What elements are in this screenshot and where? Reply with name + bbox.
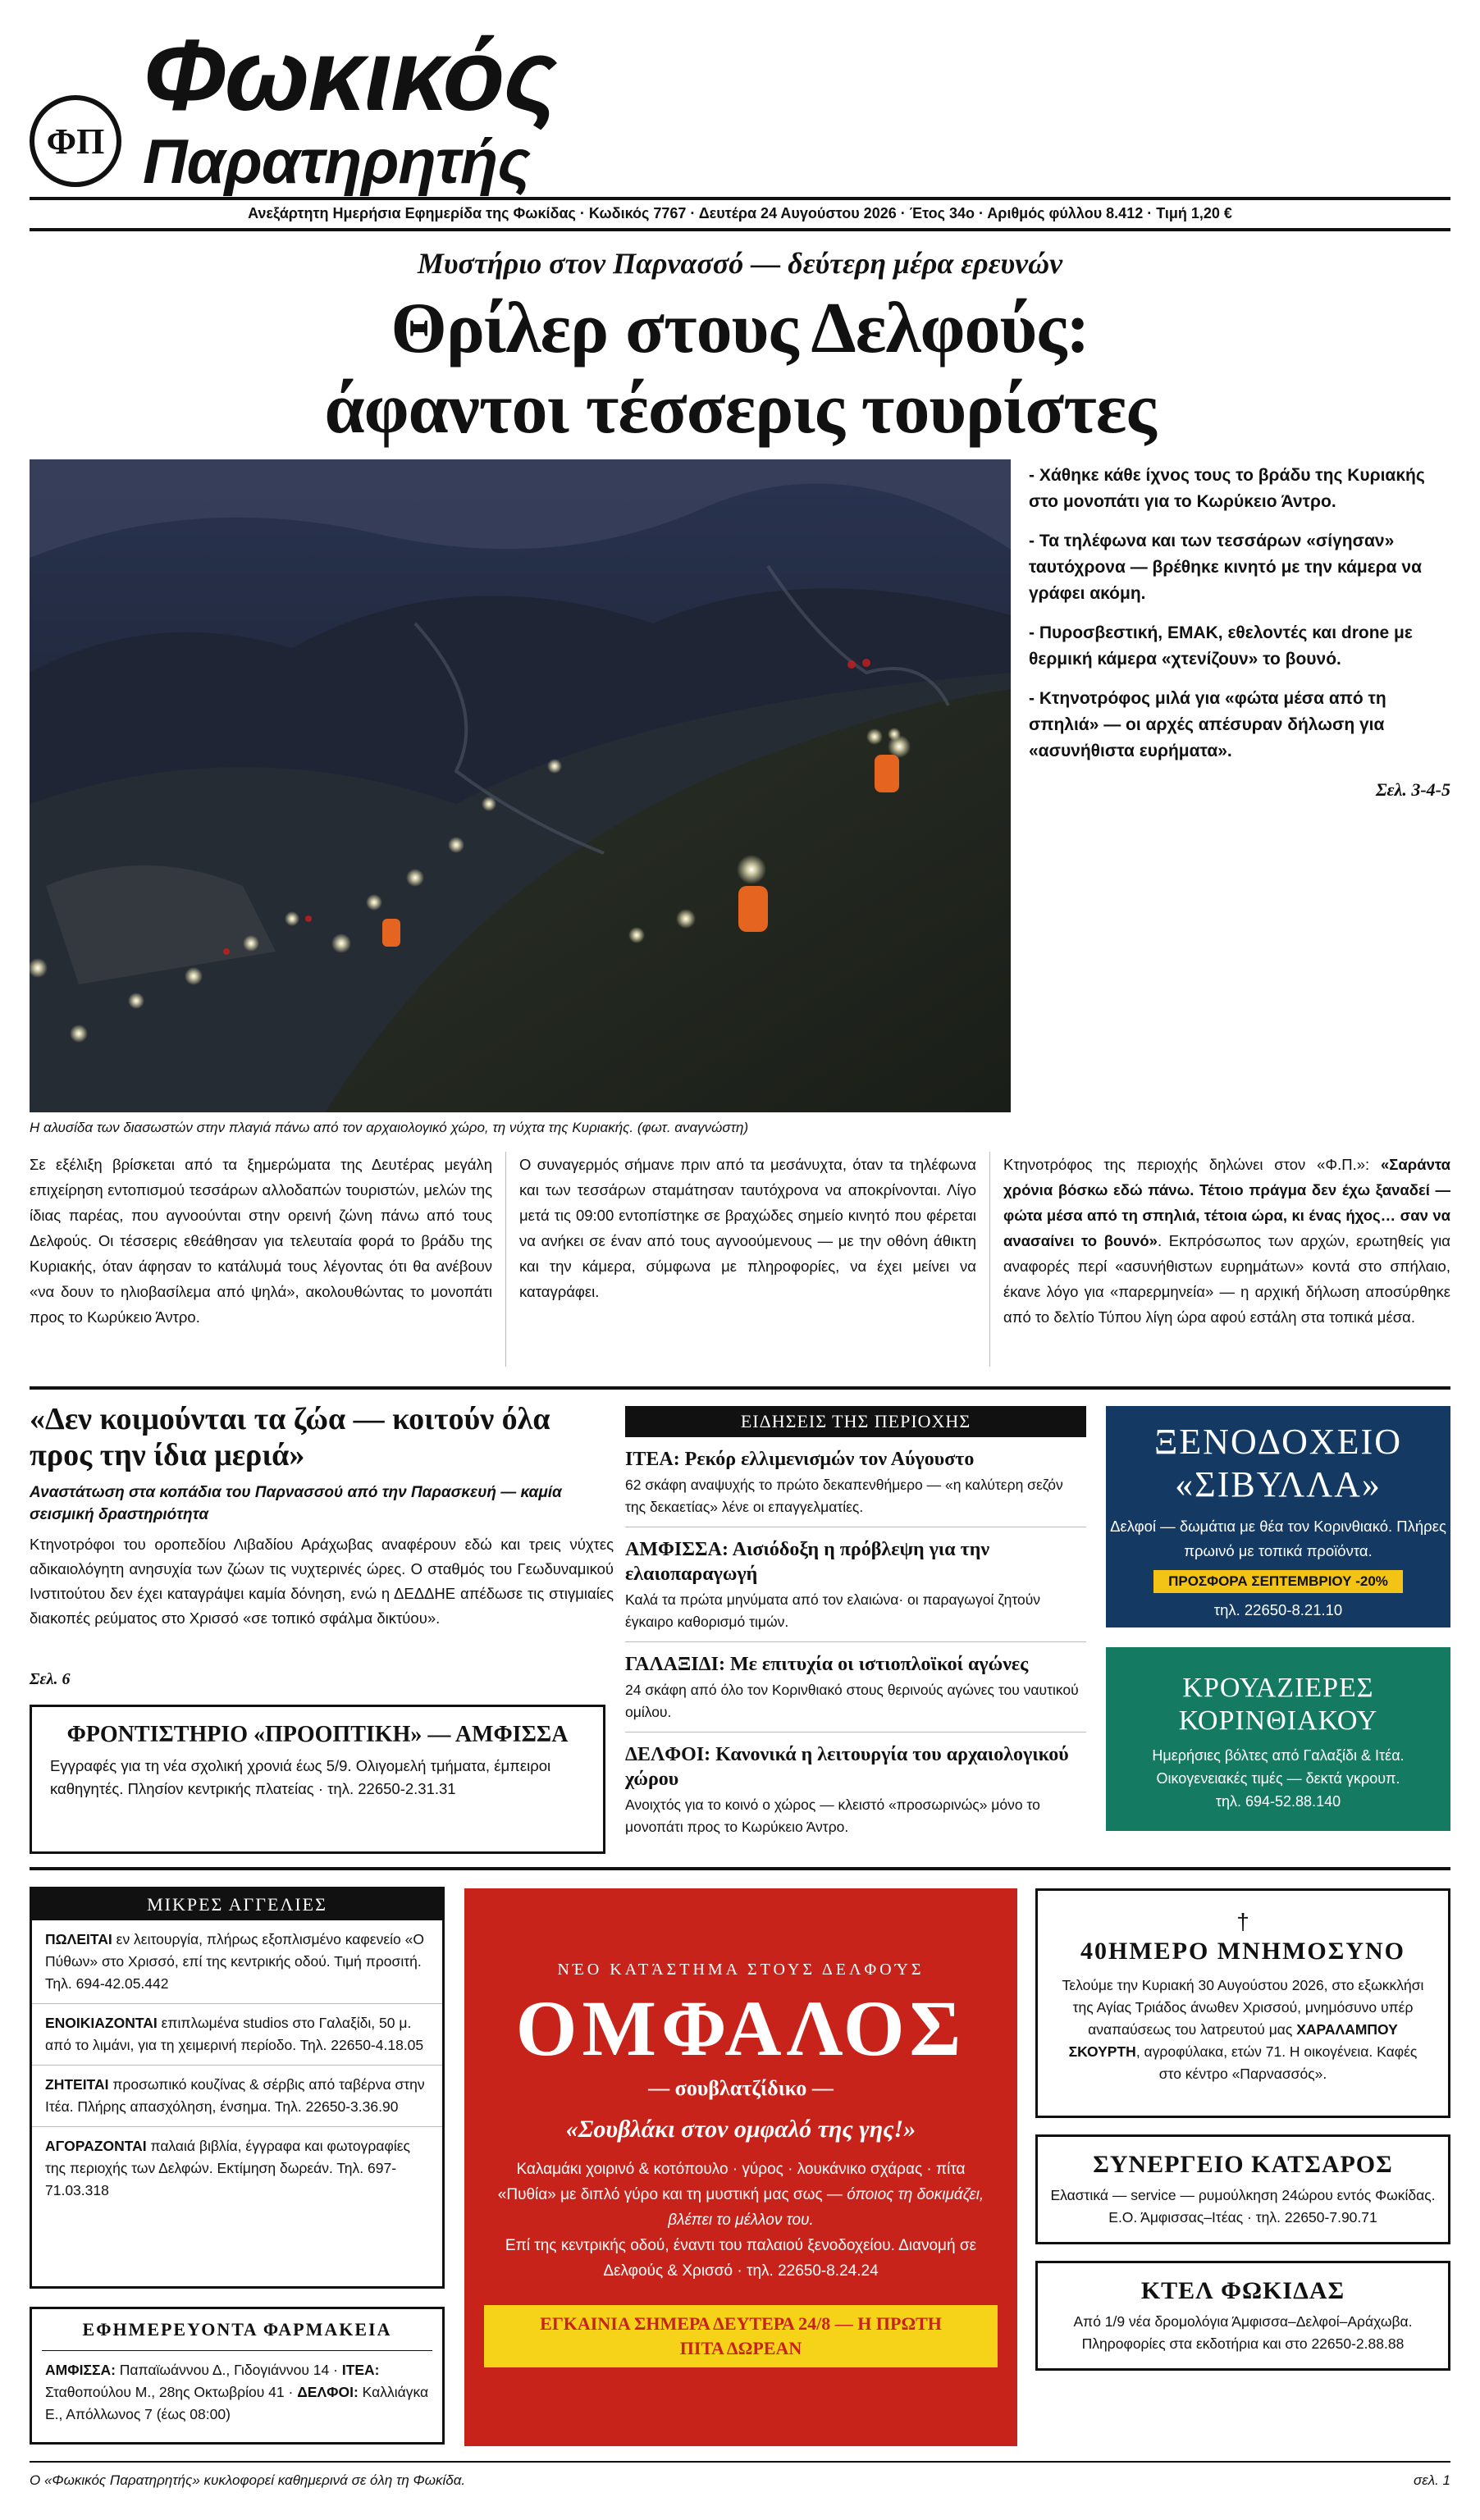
- masthead-rule-bottom: [30, 228, 1450, 231]
- memorial-text: Τελούμε την Κυριακή 30 Αυγούστου 2026, στο εξωκκλήσι της Αγίας Τριάδος άνωθεν Χρισσού, μνημόσυνο υπέρ αναπαύσεως του λατρευτού μας: [1062, 1977, 1424, 2038]
- news-item-title: ΔΕΛΦΟΙ: Κανονικά η λειτουργία του αρχαιολογικού χώρου: [625, 1744, 1069, 1790]
- lead-headline: [30, 289, 1450, 450]
- animals-page-reference: Σελ. 6: [30, 1670, 71, 1688]
- news-item-title: ΑΜΦΙΣΣΑ: Αισιόδοξη η πρόβλεψη για την ελαιοπαραγωγή: [625, 1539, 990, 1585]
- news-item-title: ΓΑΛΑΞΙΔΙ: Με επιτυχία οι ιστιοπλοϊκοί αγώνες: [625, 1654, 1029, 1675]
- classified-text: προσωπικό κουζίνας & σέρβις από ταβέρνα στην Ιτέα. Πλήρης απασχόληση, ένσημα. Τηλ. 22650-3.36.90: [45, 2076, 425, 2115]
- classified-text: επιπλωμένα studios στο Γαλαξίδι, 50 μ. από το λιμάνι, για τη χειμερινή περίοδο. Τηλ. 22650-4.18.05: [45, 2015, 424, 2053]
- animals-body: Κτηνοτρόφοι του οροπεδίου Λιβαδίου Αράχωβας αναφέρουν εδώ και τρεις νύχτες αδικαιολόγητη ανησυχία των ζώων τις νυχτερινές ώρες. Ο σταθμός του Γεωδυναμικού Ινστιτούτου δεν έχει καταγράψει καμία δόνηση, ενώ η ΔΕΔΔΗΕ απέδωσε τις στιγμιαίες διακοπές ρεύματος στο Χρισσό «σε τοπικό σφάλμα δικτύου».: [30, 1536, 614, 1627]
- classified-label: ΑΓΟΡΑΖΟΝΤΑΙ: [45, 2138, 147, 2154]
- pharmacy-text: Σταθοπούλου Μ., 28ης Οκτωβρίου 41 ·: [45, 2384, 298, 2400]
- pharmacies-header: ΕΦΗΜΕΡΕΥΟΝΤΑ ΦΑΡΜΑΚΕΙΑ: [42, 2309, 432, 2351]
- ad-title: ΚΡΟΥΑΖΙΕΡΕΣ: [1182, 1673, 1374, 1703]
- animals-headline: «Δεν κοιμούνται τα ζώα — κοιτούν όλα προς την ίδια μεριά»: [30, 1402, 550, 1472]
- local-news-header: ΕΙΔΗΣΕΙΣ ΤΗΣ ΠΕΡΙΟΧΗΣ: [625, 1406, 1086, 1437]
- masthead-rule-top: [30, 197, 1450, 200]
- classified-text: εν λειτουργία, πλήρως εξοπλισμένο καφενείο «Ο Πύθων» στο Χρισσό, επί της κεντρικής οδού. Τιμή προσιτή. Τηλ. 694-42.05.442: [45, 1931, 424, 1992]
- lead-bullet: - Πυροσβεστική, ΕΜΑΚ, εθελοντές και drone με θερμική κάμερα «χτενίζουν» το βουνό.: [1029, 623, 1413, 669]
- pharmacies-body: [32, 2351, 442, 2434]
- lead-column-2: Ο συναγερμός σήμανε πριν από τα μεσάνυχτα, όταν τα τηλέφωνα και των τεσσάρων σταμάτησαν ταυτόχρονα να αποκρίνονται. Λίγο μετά τις 09:00 εντοπίστηκε σε βραχώδες σημείο κινητό που φέρεται να ανήκει σε έναν από τους αγνοούμενους — με την οθόνη άθικτη και την κάμερα, σύμφωνα με πληροφορίες, να έχει μείνει να καταγράφει.: [505, 1152, 989, 1367]
- ad-body: Ελαστικά — service — ρυμούλκηση 24ώρου εντός Φωκίδας. Ε.Ο. Άμφισσας–Ιτέας · τηλ. 22650-7.90.71: [1050, 2187, 1436, 2226]
- news-item: [625, 1437, 1086, 1527]
- memorial-name: ΧΑΡΑΛΑΜΠΟΥ ΣΚΟΥΡΤΗ: [1068, 2021, 1398, 2060]
- memorial-notice: [1035, 1888, 1450, 2118]
- news-item-body: 24 σκάφη από όλο τον Κορινθιακό στους θερινούς αγώνες του ναυτικού ομίλου.: [625, 1682, 1079, 1720]
- lead-body-columns: [30, 1152, 1450, 1367]
- pharmacy-text: Καλλιάγκα Ε., Απόλλωνος 7 (έως 08:00): [45, 2384, 429, 2422]
- ad-address: Επί της κεντρικής οδού, έναντι του παλαιού ξενοδοχείου. Διανομή σε Δελφούς & Χρισσό · τηλ. 22650-8.24.24: [505, 2237, 977, 2280]
- ad-cruises: [1106, 1647, 1450, 1831]
- classified-label: ΖΗΤΕΙΤΑΙ: [45, 2076, 109, 2093]
- news-item-body: Ανοιχτός για το κοινό ο χώρος — κλειστό «προσωρινώς» μόνο το μονοπάτι προς το Κωρύκειο Άντρο.: [625, 1796, 1040, 1835]
- pharmacy-text: Παπαϊωάννου Δ., Γιδογιάννου 14 ·: [115, 2362, 342, 2378]
- lead-bullet: - Τα τηλέφωνα και των τεσσάρων «σίγησαν» ταυτόχρονα — βρέθηκε κινητό με την κάμερα να γράφει ακόμη.: [1029, 532, 1423, 603]
- ad-hotel-sivylla: [1106, 1406, 1450, 1628]
- section-divider: [30, 1386, 1450, 1390]
- news-item-body: Καλά τα πρώτα μηνύματα από τον ελαιώνα· οι παραγωγοί ζητούν έγκαιρο καθορισμό τιμών.: [625, 1591, 1041, 1630]
- ad-title: ΞΕΝΟΔΟΧΕΙΟ: [1154, 1422, 1402, 1462]
- animals-subhead: Αναστάτωση στα κοπάδια του Παρνασσού από την Παρασκευή — καμία σεισμική δραστηριότητα: [30, 1484, 562, 1523]
- promo-badge: ΠΡΟΣΦΟΡΑ ΣΕΠΤΕΜΒΡΙΟΥ -20%: [1153, 1570, 1403, 1593]
- issue-info-bar: Ανεξάρτητη Ημερήσια Εφημερίδα της Φωκίδας · Κωδικός 7767 · Δευτέρα 24 Αυγούστου 2026 · Έτος 34ο · Αριθμός φύλλου 8.412 · Τιμή 1,20 €: [248, 205, 1232, 221]
- ad-body-italic: όποιος τη δοκιμάζει, βλέπει το μέλλον του.: [668, 2186, 984, 2229]
- ad-garage-katsaros: [1035, 2134, 1450, 2244]
- ad-body: Από 1/9 νέα δρομολόγια Άμφισσα–Δελφοί–Αράχωβα. Πληροφορίες στα εκδοτήρια και στο 22650-2.88.88: [1073, 2313, 1413, 2352]
- news-item: [625, 1732, 1086, 1847]
- memorial-body: [1057, 1974, 1428, 2085]
- ad-omfalos: [464, 1888, 1017, 2446]
- opening-banner: ΕΓΚΑΙΝΙΑ ΣΗΜΕΡΑ ΔΕΥΤΕΡΑ 24/8 — Η ΠΡΩΤΗ ΠΙΤΑ ΔΩΡΕΑΝ: [484, 2305, 998, 2367]
- lead-kicker: Μυστήριο στον Παρνασσό — δεύτερη μέρα ερευνών: [417, 247, 1063, 280]
- ad-body: Ημερήσιες βόλτες από Γαλαξίδι & Ιτέα. Οικογενειακές τιμές — δεκτά γκρουπ.: [1152, 1747, 1405, 1787]
- classifieds-header: ΜΙΚΡΕΣ ΑΓΓΕΛΙΕΣ: [32, 1889, 442, 1920]
- ad-title: ΚΤΕΛ ΦΩΚΙΔΑΣ: [1140, 2277, 1345, 2304]
- column-text: . Εκπρόσωπος των αρχών, ερωτηθείς για αναφορές περί «ασυνήθιστων ευρημάτων» κοντά στο σπήλαιο, έκανε λόγο για «παρερμηνεία» — η αρχική δήλωση αποσύρθηκε από το δελτίο Τύπου λίγη ώρα αφού εστάλη στα τοπικά μέσα.: [1003, 1232, 1450, 1326]
- classified-item: [32, 1920, 442, 2004]
- footer-note: Ο «Φωκικός Παρατηρητής» κυκλοφορεί καθημερινά σε όλη τη Φωκίδα.: [30, 2472, 466, 2488]
- memorial-text: , αγροφύλακα, ετών 71. Η οικογένεια. Καφές στο κέντρο «Παρνασσός».: [1135, 2043, 1418, 2082]
- ad-title: ΣΥΝΕΡΓΕΙΟ ΚΑΤΣΑΡΟΣ: [1093, 2151, 1393, 2178]
- masthead: [30, 19, 1450, 197]
- classified-item: [32, 2004, 442, 2066]
- newspaper-title: Φωκικός: [143, 19, 556, 132]
- lead-column-3: [989, 1152, 1450, 1367]
- lead-headline-line2: άφαντοι τέσσερις τουρίστες: [324, 369, 1156, 449]
- lead-bullet: - Χάθηκε κάθε ίχνος τους το βράδυ της Κυριακής στο μονοπάτι για το Κωρύκειο Άντρο.: [1029, 466, 1425, 511]
- classified-text: παλαιά βιβλία, έγγραφα και φωτογραφίες της περιοχής των Δελφών. Εκτίμηση δωρεάν. Τηλ. 697-71.03.318: [45, 2138, 410, 2198]
- ad-title: ΟΜΦΑΛΟΣ: [515, 1984, 966, 2072]
- memorial-title: 40ΗΜΕΡΟ ΜΝΗΜΟΣΥΝΟ: [1080, 1938, 1406, 1965]
- classified-label: ΠΩΛΕΙΤΑΙ: [45, 1931, 112, 1947]
- cross-icon: †: [1236, 1909, 1249, 1934]
- ad-body: Δελφοί — δωμάτια με θέα τον Κορινθιακό. Πλήρες πρωινό με τοπικά προϊόντα.: [1110, 1518, 1446, 1559]
- page-number: σελ. 1: [1414, 2472, 1450, 2488]
- ad-frontistirio: [30, 1705, 605, 1854]
- ad-kicker: ΝΈΟ ΚΑΤΆΣΤΗΜΑ ΣΤΟΥΣ ΔΕΛΦΟΎΣ: [557, 1961, 925, 1979]
- on-duty-pharmacies: [30, 2307, 445, 2445]
- ad-title-line2: «ΣΙΒΥΛΛΑ»: [1175, 1464, 1382, 1504]
- night-rescue-photo-illustration: [30, 459, 1011, 1112]
- news-item-body: 62 σκάφη αναψυχής το πρώτο δεκαπενθήμερο — «η καλύτερη σεζόν της δεκαετίας» λένε οι επαγγελματίες.: [625, 1477, 1063, 1515]
- news-item-title: ΙΤΕΑ: Ρεκόρ ελλιμενισμών τον Αύγουστο: [625, 1449, 975, 1470]
- ad-subtitle: — σουβλατζίδικο —: [648, 2076, 834, 2100]
- classifieds: [30, 1887, 445, 2289]
- town-label: ΔΕΛΦΟΙ:: [297, 2384, 359, 2400]
- ad-ktel: [1035, 2261, 1450, 2371]
- ad-body: [497, 2157, 984, 2233]
- newspaper-title-line2: Παρατηρητής: [143, 127, 530, 197]
- photo-caption: Η αλυσίδα των διασωστών στην πλαγιά πάνω από τον αρχαιολογικό χώρο, τη νύχτα της Κυριακής. (φωτ. αναγνώστη): [30, 1120, 749, 1135]
- lead-headline-line1: Θρίλερ στους Δελφούς:: [391, 289, 1089, 368]
- ad-title-line2: ΚΟΡΙΝΘΙΑΚΟΥ: [1178, 1705, 1378, 1736]
- lead-column-1: Σε εξέλιξη βρίσκεται από τα ξημερώματα της Δευτέρας μεγάλη επιχείρηση εντοπισμού τεσσάρων αλλοδαπών τουριστών, μελών της ίδιας παρέας, που αγνοούνται στην ορεινή ζώνη πάνω από τους Δελφούς. Οι τέσσερις εθεάθησαν για τελευταία φορά το βράδυ της Κυριακής, όταν άφησαν το κατάλυμά τους λέγοντας ότι θα ανέβουν «να δουν το ηλιοβασίλεμα από ψηλά», ακολουθώντας το μονοπάτι προς το Κωρύκειο Άντρο.: [30, 1156, 492, 1326]
- classified-item: [32, 2066, 442, 2127]
- lead-page-reference: Σελ. 3-4-5: [1375, 779, 1450, 800]
- footer-rule: [30, 2461, 1450, 2463]
- news-item: [625, 1527, 1086, 1642]
- ad-phone: τηλ. 22650-8.21.10: [1213, 1601, 1343, 1618]
- logo-emblem: ΦΠ: [30, 95, 121, 187]
- section-divider: [30, 1867, 1450, 1870]
- news-item: [625, 1642, 1086, 1732]
- column-text: Κτηνοτρόφος της περιοχής δηλώνει στον «Φ.Π.»:: [1003, 1156, 1382, 1173]
- lead-bullets: [1029, 463, 1450, 778]
- ad-body-text: Καλαμάκι χοιρινό & κοτόπουλο · γύρος · λουκάνικο σχάρας · πίτα «Πυθία» με διπλό γύρο και τη μυστική μας σως —: [497, 2161, 966, 2203]
- town-label: ΙΤΕΑ:: [341, 2362, 380, 2378]
- classified-label: ΕΝΟΙΚΙΑΖΟΝΤΑΙ: [45, 2015, 158, 2031]
- town-label: ΑΜΦΙΣΣΑ:: [45, 2362, 116, 2378]
- ad-title: ΦΡΟΝΤΙΣΤΗΡΙΟ «ΠΡΟΟΠΤΙΚΗ» — ΑΜΦΙΣΣΑ: [66, 1722, 569, 1747]
- local-news: [625, 1406, 1086, 1847]
- ad-phone: τηλ. 694-52.88.140: [1215, 1793, 1341, 1810]
- classified-item: [32, 2127, 442, 2210]
- lead-photo: [30, 459, 1011, 1112]
- shepherd-quote: «Σαράντα χρόνια βόσκω εδώ πάνω. Τέτοιο πράγμα δεν έχω ξαναδεί — φώτα μέσα από τη σπηλιά, τέτοια ώρα, κι ένας ήχος… σαν να ανασαίνει το βουνό»: [1003, 1156, 1450, 1249]
- lead-bullet: - Κτηνοτρόφος μιλά για «φώτα μέσα από τη σπηλιά» — οι αρχές απέσυραν δήλωση για «ασυνήθιστα ευρήματα».: [1029, 689, 1386, 760]
- ad-body: Εγγραφές για τη νέα σχολική χρονιά έως 5/9. Ολιγομελή τμήματα, έμπειροι καθηγητές. Πλησίον κεντρικής πλατείας · τηλ. 22650-2.31.31: [50, 1757, 551, 1797]
- ad-slogan: «Σουβλάκι στον ομφαλό της γης!»: [565, 2116, 916, 2143]
